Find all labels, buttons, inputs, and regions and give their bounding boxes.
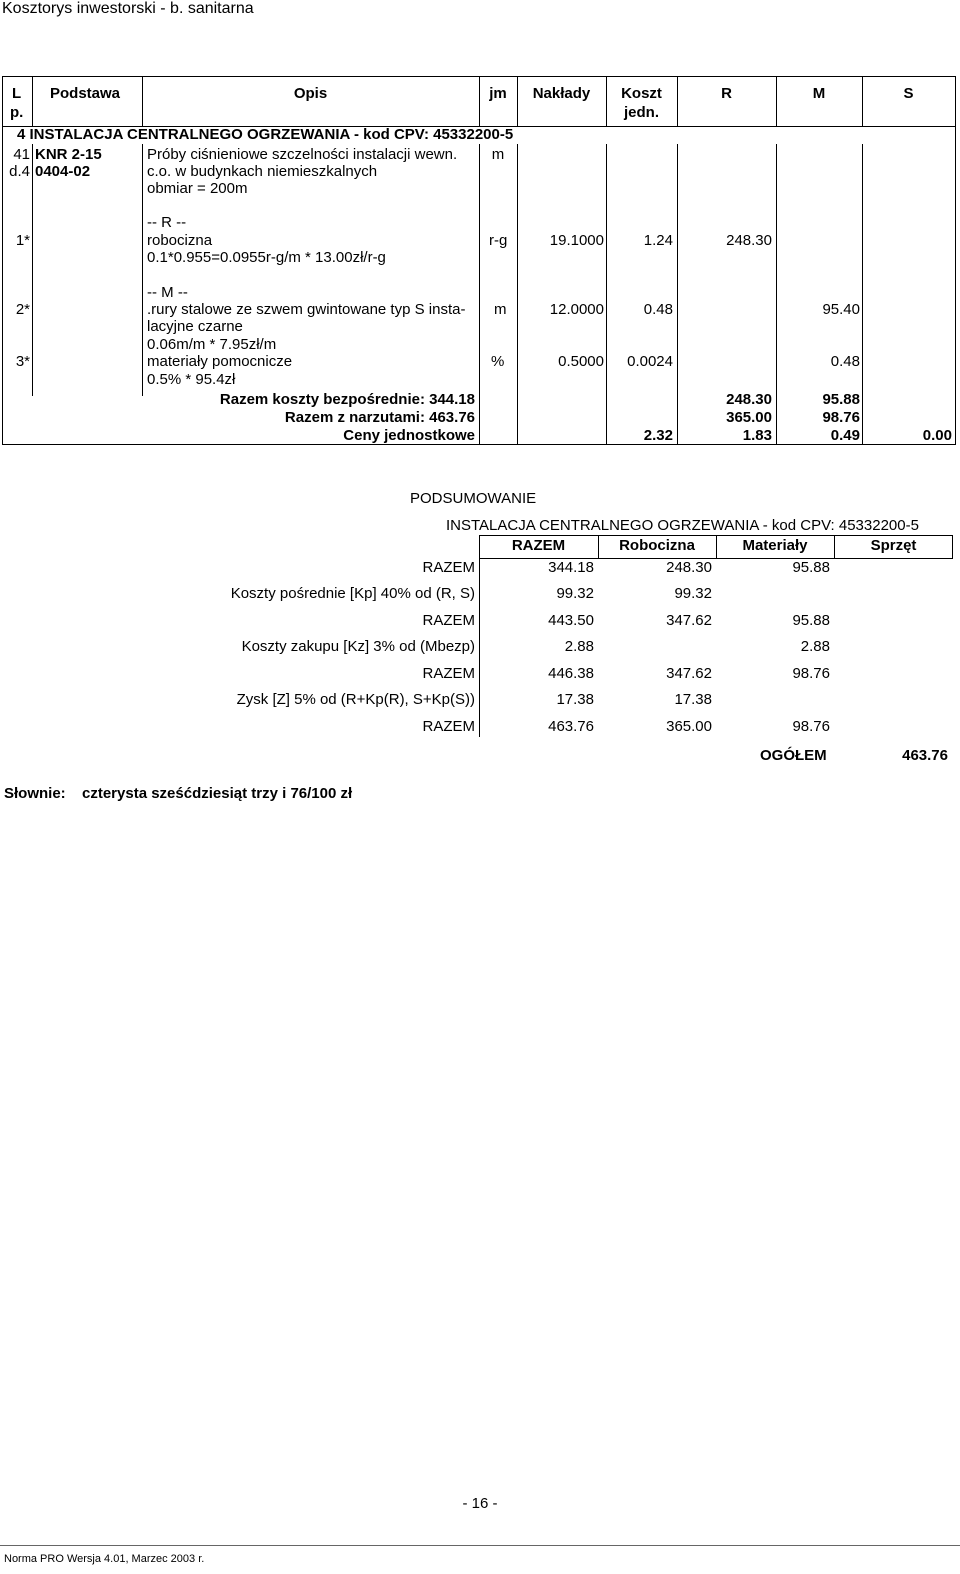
summary-row-label: RAZEM xyxy=(422,718,475,735)
position-opis-3: obmiar = 200m xyxy=(147,180,248,197)
m-item2-formula: 0.06m/m * 7.95zł/m xyxy=(147,336,277,353)
r-group-header: -- R -- xyxy=(147,214,187,231)
m-item3-m: 0.48 xyxy=(830,353,860,370)
m-item2-jm: m xyxy=(494,301,507,318)
summary-subtitle: INSTALACJA CENTRALNEGO OGRZEWANIA - kod CPV: 45332200-5 xyxy=(446,517,919,534)
m-item2-lp: 2* xyxy=(15,301,30,318)
r-item-naklady: 19.1000 xyxy=(549,232,604,249)
r-item-formula: 0.1*0.955=0.0955r-g/m * 13.00zł/r-g xyxy=(147,249,386,266)
summary-row-robocizna: 99.32 xyxy=(674,585,712,602)
col-header-podstawa: Podstawa xyxy=(50,85,121,102)
m-item3-jm: % xyxy=(491,353,505,370)
m-item2-koszt: 0.48 xyxy=(643,301,673,318)
summary-row-razem: 443.50 xyxy=(548,612,594,629)
total-direct-m: 95.88 xyxy=(822,391,860,408)
unit-prices-label: Ceny jednostkowe xyxy=(343,427,475,444)
unit-prices-s: 0.00 xyxy=(922,427,952,444)
m-item3-name: materiały pomocnicze xyxy=(147,353,293,370)
page-number: - 16 - xyxy=(462,1495,498,1512)
grand-total-value: 463.76 xyxy=(902,747,948,764)
summary-row-label: Koszty pośrednie [Kp] 40% od (R, S) xyxy=(230,585,475,602)
col-header-koszt: Koszt xyxy=(621,85,662,102)
summary-row-robocizna: 365.00 xyxy=(666,718,712,735)
summary-row-materialy: 2.88 xyxy=(800,638,830,655)
summary-row-robocizna: 248.30 xyxy=(666,559,712,576)
total-overhead-m: 98.76 xyxy=(822,409,860,426)
summary-row-materialy: 95.88 xyxy=(792,612,830,629)
col-header-lp-2: p. xyxy=(10,104,24,121)
summary-col-robocizna: Robocizna xyxy=(619,537,695,554)
summary-col-materialy: Materiały xyxy=(742,537,808,554)
page-header: Kosztorys inwestorski - b. sanitarna xyxy=(2,0,254,17)
words-label: Słownie: xyxy=(4,785,66,802)
summary-row-materialy: 95.88 xyxy=(792,559,830,576)
summary-row-razem: 17.38 xyxy=(556,691,594,708)
m-item3-formula: 0.5% * 95.4zł xyxy=(147,371,236,388)
position-opis-1: Próby ciśnieniowe szczelności instalacji wewn. xyxy=(147,146,458,163)
m-group-header: -- M -- xyxy=(147,284,188,301)
total-overhead-r: 365.00 xyxy=(726,409,772,426)
position-jm: m xyxy=(491,146,505,163)
section-title: 4 INSTALACJA CENTRALNEGO OGRZEWANIA - kod CPV: 45332200-5 xyxy=(17,126,514,143)
unit-prices-koszt: 2.32 xyxy=(643,427,673,444)
total-direct-r: 248.30 xyxy=(726,391,772,408)
m-item2-name-1: .rury stalowe ze szwem gwintowane typ S insta- xyxy=(147,301,466,318)
col-header-m: M xyxy=(812,85,826,102)
m-item3-naklady: 0.5000 xyxy=(558,353,604,370)
col-header-lp-1: L xyxy=(12,85,22,102)
summary-row-razem: 2.88 xyxy=(564,638,594,655)
summary-row-robocizna: 347.62 xyxy=(666,665,712,682)
summary-row-robocizna: 347.62 xyxy=(666,612,712,629)
r-item-name: robocizna xyxy=(147,232,213,249)
m-item3-koszt: 0.0024 xyxy=(627,353,673,370)
r-item-lp: 1* xyxy=(15,232,30,249)
summary-col-sprzet: Sprzęt xyxy=(870,537,917,554)
summary-row-label: Koszty zakupu [Kz] 3% od (Mbezp) xyxy=(241,638,475,655)
unit-prices-m: 0.49 xyxy=(830,427,860,444)
position-lp-2: d.4 xyxy=(9,163,30,180)
summary-row-razem: 446.38 xyxy=(548,665,594,682)
total-direct-label: Razem koszty bezpośrednie: 344.18 xyxy=(219,391,475,408)
summary-row-robocizna: 17.38 xyxy=(674,691,712,708)
grand-total-label: OGÓŁEM xyxy=(760,747,827,764)
summary-col-razem: RAZEM xyxy=(511,537,566,554)
unit-prices-r: 1.83 xyxy=(742,427,772,444)
summary-row-label: Zysk [Z] 5% od (R+Kp(R), S+Kp(S)) xyxy=(236,691,475,708)
m-item2-m: 95.40 xyxy=(822,301,860,318)
software-footer: Norma PRO Wersja 4.01, Marzec 2003 r. xyxy=(4,1553,205,1565)
summary-row-label: RAZEM xyxy=(422,612,475,629)
summary-row-razem: 99.32 xyxy=(556,585,594,602)
m-item2-naklady: 12.0000 xyxy=(549,301,604,318)
summary-row-razem: 344.18 xyxy=(548,559,594,576)
summary-row-label: RAZEM xyxy=(422,559,475,576)
position-lp-1: 41 xyxy=(13,146,30,163)
total-overhead-label: Razem z narzutami: 463.76 xyxy=(284,409,475,426)
r-item-jm: r-g xyxy=(489,232,508,249)
col-header-koszt-jedn: jedn. xyxy=(623,104,659,121)
col-header-naklady: Nakłady xyxy=(532,85,591,102)
col-header-s: S xyxy=(903,85,914,102)
summary-title: PODSUMOWANIE xyxy=(410,490,537,507)
summary-row-label: RAZEM xyxy=(422,665,475,682)
position-podstawa-2: 0404-02 xyxy=(35,163,91,180)
summary-row-razem: 463.76 xyxy=(548,718,594,735)
m-item2-name-2: lacyjne czarne xyxy=(147,318,243,335)
col-header-jm: jm xyxy=(489,85,507,102)
m-item3-lp: 3* xyxy=(15,353,30,370)
r-item-r: 248.30 xyxy=(726,232,772,249)
position-opis-2: c.o. w budynkach niemieszkalnych xyxy=(147,163,378,180)
summary-row-materialy: 98.76 xyxy=(792,718,830,735)
summary-row-materialy: 98.76 xyxy=(792,665,830,682)
position-podstawa-1: KNR 2-15 xyxy=(35,146,102,163)
r-item-koszt: 1.24 xyxy=(643,232,673,249)
words-value: czterysta sześćdziesiąt trzy i 76/100 zł xyxy=(82,785,353,802)
col-header-r: R xyxy=(721,85,732,102)
col-header-opis: Opis xyxy=(293,85,328,102)
